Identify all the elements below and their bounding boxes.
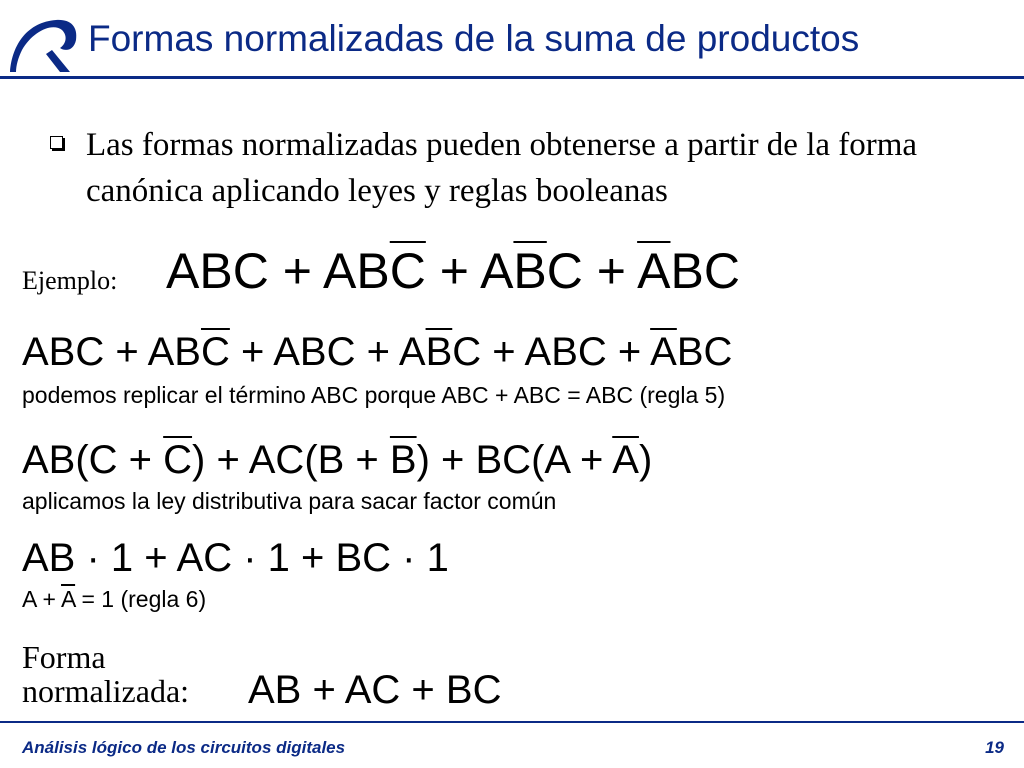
example-expression: ABC + $AB\overline{C} + A\overline{B}C + \overline{A}BC$ [166, 243, 740, 299]
final-label-line1: Forma [22, 639, 106, 675]
page-number: 19 [985, 738, 1004, 757]
logo-icon [4, 14, 80, 76]
example-label: Ejemplo: [22, 266, 118, 295]
title-divider [0, 76, 1024, 79]
step3-note: $A + \overline{A} = 1$ (regla 6) [22, 586, 207, 612]
bullet-square-icon [50, 136, 63, 149]
step1-note: podemos replicar el término ABC porque ABC + ABC = ABC (regla 5) [22, 382, 726, 408]
step2-note: aplicamos la ley distributiva para sacar factor común [22, 488, 557, 514]
bullet-text: Las formas normalizadas pueden obtenerse a partir de la forma canónica aplicando leyes y reglas booleanas [86, 127, 918, 209]
footer-divider [0, 721, 1024, 723]
step2-expression: $AB(C + \overline{C}) + AC(B + \overline{B}) + BC(A + \overline{A})$ [22, 438, 653, 482]
final-label [22, 640, 189, 708]
footer-text: Análisis lógico de los circuitos digitales [22, 738, 346, 757]
final-expression: AB + AC + BC [248, 668, 502, 712]
slide-title: Formas normalizadas de la suma de productos [88, 18, 860, 59]
final-label-line2: normalizada: [22, 673, 190, 709]
step1-expression: ABC + $AB\overline{C}$ + ABC + $A\overline{B}C$ + ABC + $\overline{A}BC$ [22, 330, 733, 374]
step3-expression: AB · 1 + AC · 1 + BC · 1 [22, 536, 449, 580]
